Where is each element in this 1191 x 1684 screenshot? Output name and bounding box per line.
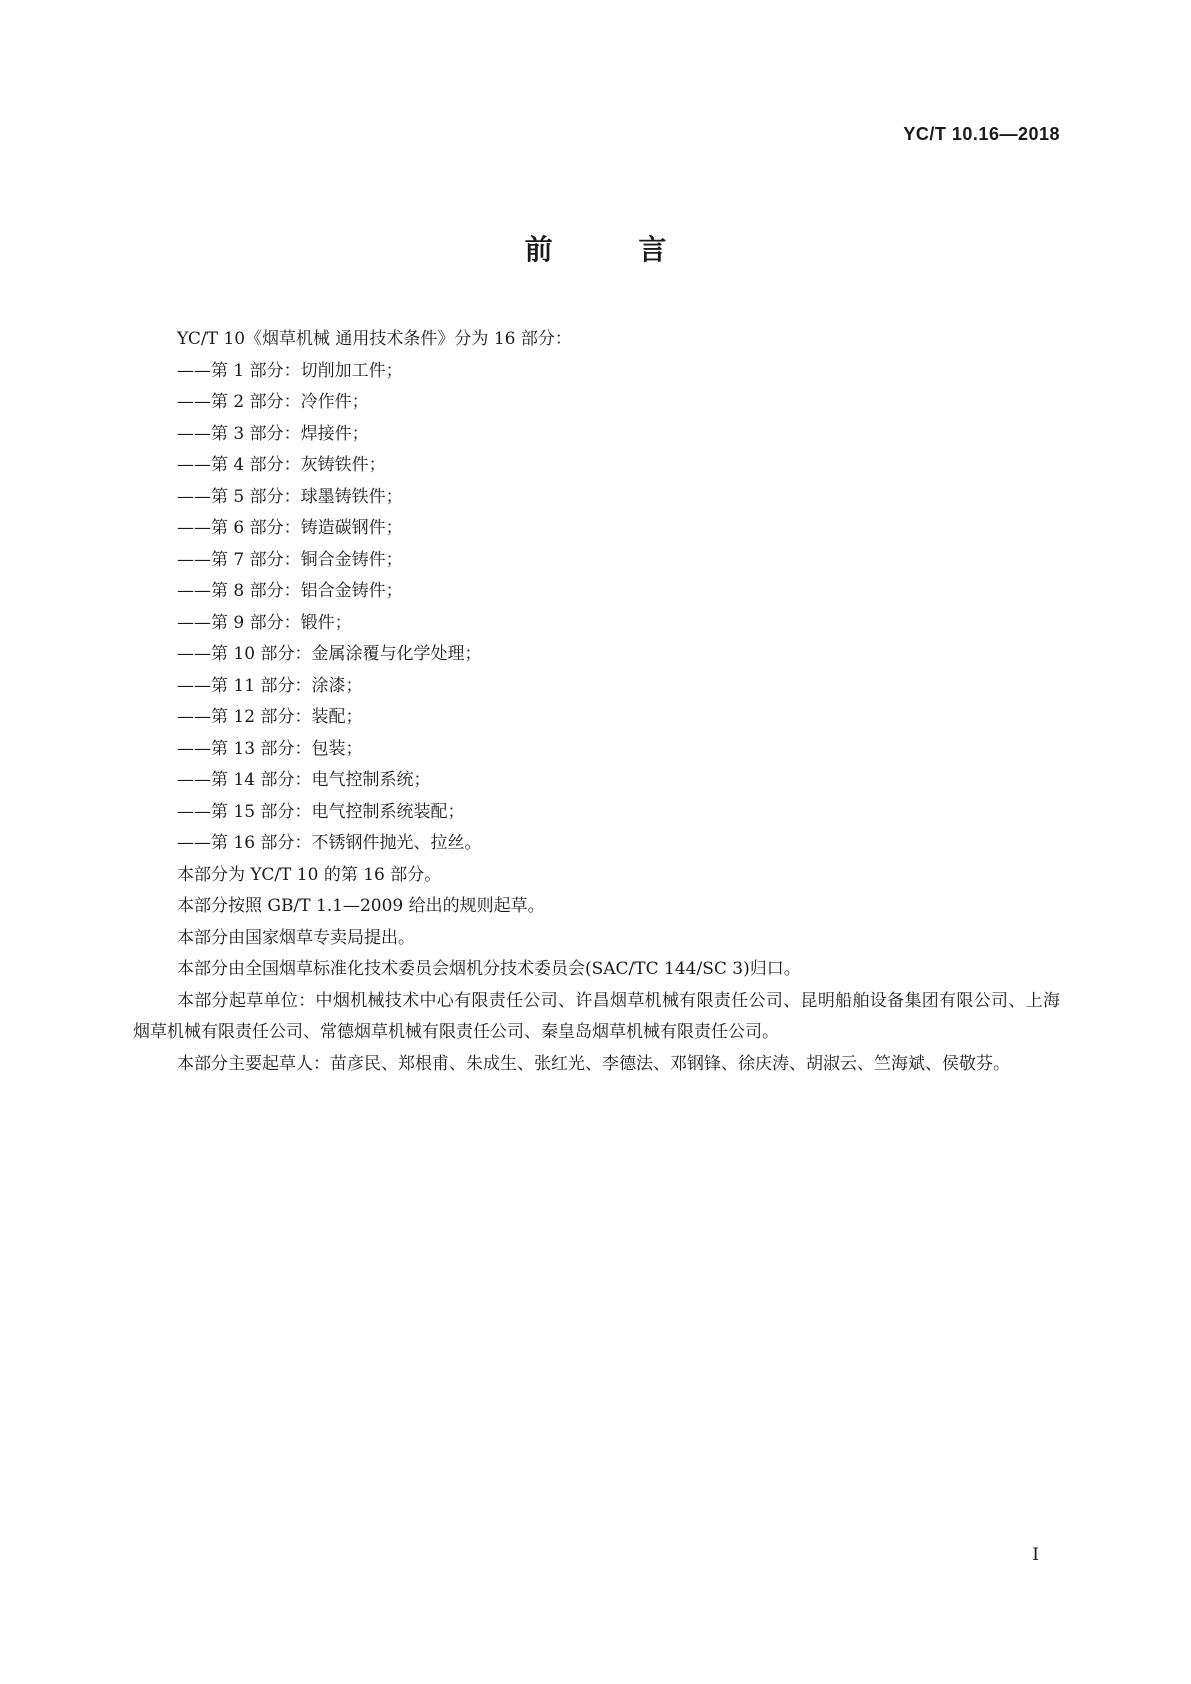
proposed-by-statement: 本部分由国家烟草专卖局提出。 [177,927,415,948]
list-item: ——第 2 部分：冷作件； [177,392,369,412]
list-item: ——第 12 部分：装配； [177,707,363,727]
list-item: ——第 1 部分：切削加工件； [177,360,403,381]
list-item: ——第 6 部分：铸造碳钢件； [177,518,403,538]
drafters-paragraph: 本部分主要起草人：苗彦民、郑根甫、朱成生、张红光、李德法、邓钢锋、徐庆涛、胡淑云、竺海斌、侯敬芬。 [177,1053,1010,1074]
drafting-rules-statement: 本部分按照 GB/T 1.1—2009 给出的规则起草。 [177,896,545,916]
list-item: ——第 16 部分：不锈钢件抛光、拉丝。 [177,833,482,853]
parts-list [133,356,1060,860]
list-item: ——第 9 部分：锻件； [177,612,352,633]
list-item: ——第 4 部分：灰铸铁件； [177,455,386,475]
foreword-body [133,324,1060,1080]
list-item: ——第 7 部分：铜合金铸件； [177,549,403,570]
part-of-statement: 本部分为 YC/T 10 的第 16 部分。 [177,864,442,885]
list-item: ——第 8 部分：铝合金铸件； [177,581,403,601]
list-item: ——第 13 部分：包装； [177,738,363,759]
centralized-by-statement: 本部分由全国烟草标准化技术委员会烟机分技术委员会(SAC/TC 144/SC 3)归口。 [177,959,801,979]
list-item: ——第 5 部分：球墨铸铁件； [177,486,403,507]
page-number: I [1032,1545,1039,1565]
drafting-units-paragraph: 本部分起草单位：中烟机械技术中心有限责任公司、许昌烟草机械有限责任公司、昆明船舶设备集团有限公司、上海烟草机械有限责任公司、常德烟草机械有限责任公司、秦皇岛烟草机械有限责任公司。 [133,990,1060,1042]
list-item: ——第 15 部分：电气控制系统装配； [177,801,465,822]
list-item: ——第 14 部分：电气控制系统； [177,770,431,790]
list-item: ——第 3 部分：焊接件； [177,423,369,444]
intro-line: YC/T 10《烟草机械 通用技术条件》分为 16 部分： [177,329,572,349]
document-code-header: YC/T 10.16—2018 [903,124,1060,144]
page-title: 前 言 [524,233,705,266]
list-item: ——第 10 部分：金属涂覆与化学处理； [177,644,482,664]
list-item: ——第 11 部分：涂漆； [177,675,363,696]
